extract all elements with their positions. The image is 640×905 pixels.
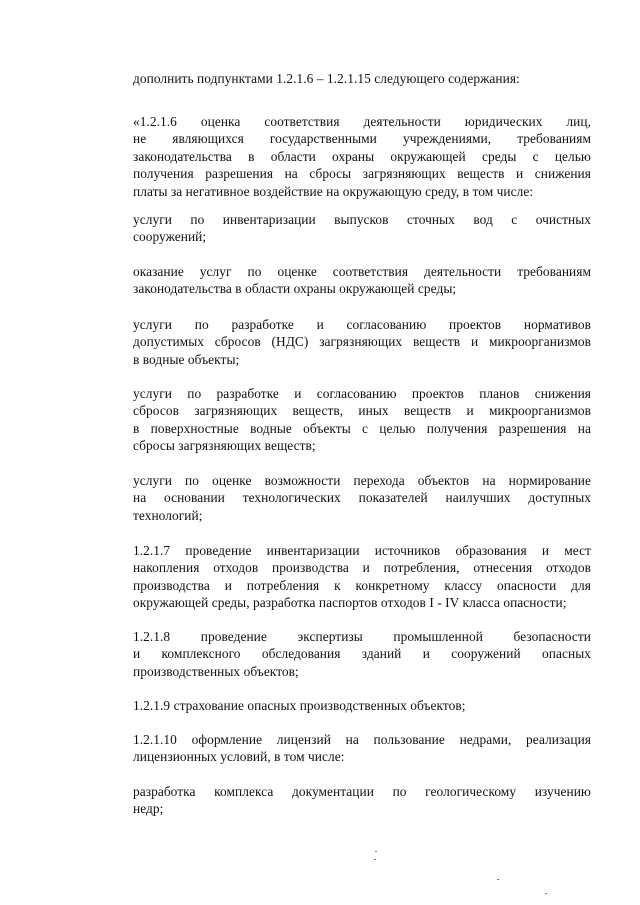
paragraph-ndt	[133, 472, 591, 524]
text-line: лицензионных условий, в том числе:	[133, 749, 345, 765]
text-line: сбросов загрязняющих веществ, иных веществ и микроорганизмов	[133, 403, 591, 419]
paragraph-1-2-1-7	[133, 542, 591, 612]
text-line: допустимых сбросов (НДС) загрязняющих веществ и микроорганизмов	[133, 334, 591, 350]
text-line: технологий;	[133, 507, 203, 523]
text-line: законодательства в области охраны окружающей среды с целью	[133, 148, 591, 164]
paragraph-assessment	[133, 263, 591, 298]
text-line: услуги по разработке и согласованию проектов планов снижения	[133, 386, 591, 401]
text-line: производственных объектов;	[133, 663, 299, 679]
text-line: оказание услуг по оценке соответствия деятельности требованиям	[133, 264, 591, 279]
text-line: сбросы загрязняющих веществ;	[133, 438, 316, 454]
text-line: платы за негативное воздействие на окружающую среду, в том числе:	[133, 183, 534, 199]
paragraph-1-2-1-10	[133, 731, 591, 766]
text-line: не являющихся государственными учреждениями, требованиям	[133, 131, 591, 147]
text-line: разработка комплекса документации по геологическому изучению	[133, 784, 591, 799]
text-line: 1.2.1.9 страхование опасных производственных объектов;	[133, 698, 466, 713]
text-line: накопления отходов производства и потребления, отнесения отходов	[133, 560, 591, 576]
paragraph-geology	[133, 783, 591, 818]
paragraph-1-2-1-8	[133, 628, 591, 680]
text-line: и комплексного обследования зданий и сооружений опасных	[133, 646, 591, 662]
text-line: недр;	[133, 801, 164, 817]
intro-paragraph	[133, 70, 591, 87]
paragraph-nds	[133, 316, 591, 368]
text-line: 1.2.1.8 проведение экспертизы промышленной безопасности	[133, 629, 591, 644]
text-line: законодательства в области охраны окружающей среды;	[133, 281, 457, 297]
text-line: в поверхностные водные объекты с целью получения разрешения на	[133, 420, 591, 436]
scan-speck	[497, 879, 499, 880]
paragraph-1-2-1-6	[133, 113, 591, 200]
text-line: окружающей среды, разработка паспортов отходов I - IV класса опасности;	[133, 595, 567, 611]
text-line: услуги по инвентаризации выпусков сточных вод с очистных	[133, 212, 591, 227]
text-line: получения разрешения на сбросы загрязняющих веществ и снижения	[133, 166, 591, 182]
scan-speck	[545, 893, 547, 894]
text-line: сооружений;	[133, 229, 207, 245]
text-line: на основании технологических показателей наилучших доступных	[133, 490, 591, 506]
text-line: дополнить подпунктами 1.2.1.6 – 1.2.1.15 следующего содержания:	[133, 71, 520, 86]
text-line: 1.2.1.10 оформление лицензий на пользование недрами, реализация	[133, 732, 591, 747]
text-line: в водные объекты;	[133, 351, 240, 367]
text-line: производства и потребления к конкретному классу опасности для	[133, 577, 591, 593]
scan-speck	[374, 859, 376, 860]
text-line: услуги по разработке и согласованию проектов нормативов	[133, 317, 591, 332]
paragraph-reduction-plans	[133, 385, 591, 455]
paragraph-1-2-1-9	[133, 697, 591, 714]
scan-speck	[375, 851, 377, 852]
text-line: 1.2.1.7 проведение инвентаризации источников образования и мест	[133, 543, 591, 558]
paragraph-inventory	[133, 211, 591, 246]
text-line: услуги по оценке возможности перехода объектов на нормирование	[133, 473, 591, 488]
text-line: «1.2.1.6 оценка соответствия деятельности юридических лиц,	[133, 114, 591, 129]
